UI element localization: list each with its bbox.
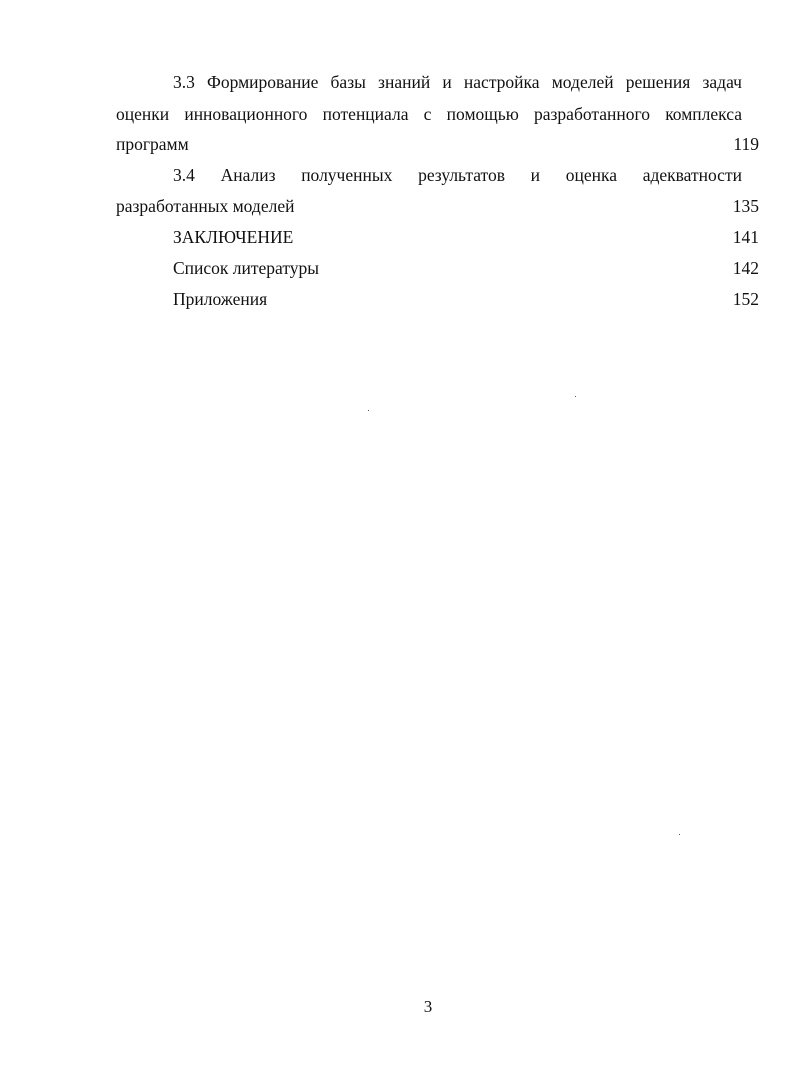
page-number: 3: [423, 997, 433, 1016]
toc-word: потенциала: [322, 104, 409, 124]
toc-word: решения: [625, 72, 691, 92]
toc-appendices-label: Приложения: [173, 289, 268, 309]
toc-word: Формирование: [207, 72, 319, 92]
scan-speck: [368, 410, 369, 411]
toc-word: помощью: [446, 104, 519, 124]
toc-word: настройка: [463, 72, 540, 92]
toc-word: разработанного: [534, 104, 650, 124]
scan-speck: [679, 834, 680, 835]
toc-word: и: [530, 165, 541, 185]
toc-conclusion-page: 141: [732, 227, 759, 247]
toc-entry-3-3-page: 119: [733, 134, 759, 154]
toc-entry-3-3-line-1: [173, 72, 742, 92]
toc-entry-3-4-line-1: [173, 165, 742, 185]
toc-word: комплекса: [665, 104, 742, 124]
toc-word: базы: [330, 72, 366, 92]
toc-word: полученных: [301, 165, 393, 185]
toc-word: 3.4: [173, 165, 195, 185]
toc-entry-3-3-line-3: программ: [116, 134, 189, 154]
toc-entry-3-4-page: 135: [732, 196, 759, 216]
toc-entry-3-3-line-2: [116, 104, 742, 124]
toc-references-page: 142: [732, 258, 759, 278]
toc-word: результатов: [418, 165, 505, 185]
toc-word: моделей: [551, 72, 614, 92]
toc-word: знаний: [378, 72, 431, 92]
toc-references-label: Список литературы: [173, 258, 320, 278]
toc-word: 3.3: [173, 72, 195, 92]
toc-entry-3-4-line-2: разработанных моделей: [116, 196, 295, 216]
toc-word: с: [423, 104, 432, 124]
toc-appendices-page: 152: [732, 289, 759, 309]
toc-word: оценка: [565, 165, 617, 185]
scan-speck: [575, 396, 576, 397]
toc-conclusion-label: ЗАКЛЮЧЕНИЕ: [173, 227, 294, 247]
toc-word: задач: [702, 72, 742, 92]
toc-word: адекватности: [642, 165, 742, 185]
toc-word: Анализ: [220, 165, 276, 185]
toc-word: оценки: [116, 104, 170, 124]
toc-word: и: [442, 72, 452, 92]
toc-word: инновационного: [184, 104, 308, 124]
